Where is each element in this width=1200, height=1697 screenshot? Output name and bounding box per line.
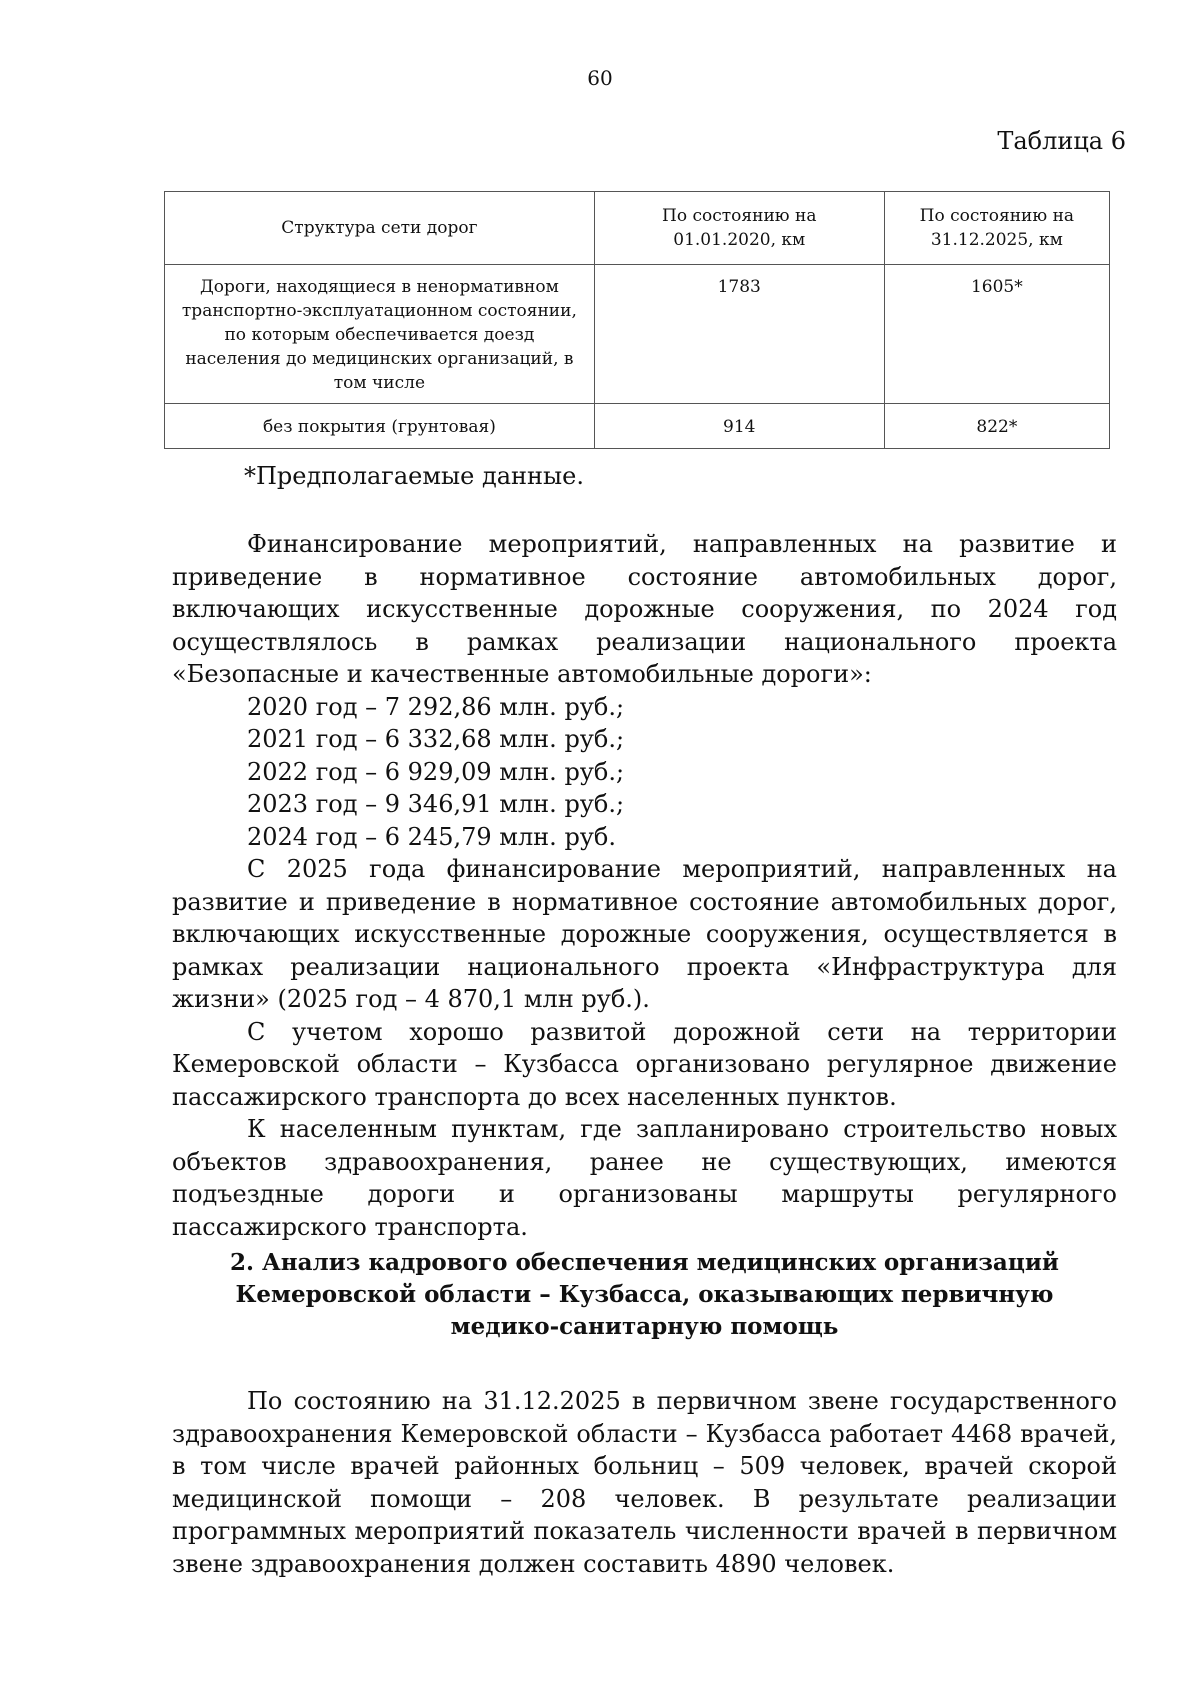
header-2020: По состоянию на 01.01.2020, км <box>594 192 884 265</box>
paragraph-transport: С учетом хорошо развитой дорожной сети на территории Кемеровской области – Кузбасса организовано регулярное движение пассажирского транспорта до всех населенных пунктов. <box>172 1017 1117 1111</box>
row-value-2025: 1605* <box>884 265 1109 404</box>
paragraph-access-roads: К населенным пунктам, где запланировано строительство новых объектов здравоохранения, ранее не существующих, имеются подъездные дороги и организованы маршруты регулярного пассажирского транспорта. <box>172 1115 1117 1241</box>
row-value-2020: 1783 <box>594 265 884 404</box>
row-value-2025: 822* <box>884 404 1109 449</box>
table-row <box>165 404 1110 449</box>
header-structure: Структура сети дорог <box>165 192 595 265</box>
paragraph-financing-2025: С 2025 года финансирование мероприятий, направленных на развитие и приведение в нормативное состояние автомобильных дорог, включающих искусственные дорожные сооружения, осуществляется в рамках реализации национального проекта «Инфраструктура для жизни» (2025 год – 4 870,1 млн руб.). <box>172 855 1117 1013</box>
table-row <box>165 265 1110 404</box>
page-number: 60 <box>587 66 613 90</box>
section-heading-line: Кемеровской области – Кузбасса, оказывающих первичную <box>235 1281 1054 1308</box>
funding-item: 2023 год – 9 346,91 млн. руб.; <box>247 790 625 818</box>
body-text-block <box>172 528 1117 1243</box>
table-footnote: *Предполагаемые данные. <box>244 462 584 490</box>
header-2025: По состоянию на 31.12.2025, км <box>884 192 1109 265</box>
table-header-row <box>165 192 1110 265</box>
paragraph-staffing: По состоянию на 31.12.2025 в первичном звене государственного здравоохранения Кемеровской области – Кузбасса работает 4468 врачей, в том числе врачей районных больниц – 509 человек, врачей скорой медицинской помощи – 208 человек. В результате реализации программных мероприятий показатель численности врачей в первичном звене здравоохранения должен составить 4890 человек. <box>172 1387 1117 1578</box>
row-value-2020: 914 <box>594 404 884 449</box>
row-label: Дороги, находящиеся в ненормативном транспортно-эксплуатационном состоянии, по которым обеспечивается доезд населения до медицинских организаций, в том числе <box>165 265 595 404</box>
funding-item: 2021 год – 6 332,68 млн. руб.; <box>247 725 625 753</box>
paragraph-financing-national-project: Финансирование мероприятий, направленных на развитие и приведение в нормативное состояние автомобильных дорог, включающих искусственные дорожные сооружения, по 2024 год осуществлялось в рамках реализации национального проекта «Безопасные и качественные автомобильные дороги»: <box>172 530 1117 688</box>
funding-item: 2020 год – 7 292,86 млн. руб.; <box>247 692 625 721</box>
funding-item: 2024 год – 6 245,79 млн. руб. <box>247 822 616 851</box>
road-network-table <box>164 191 1110 449</box>
section-2-heading <box>172 1247 1117 1343</box>
section-heading-line: медико-санитарную помощь <box>450 1313 839 1340</box>
row-label: без покрытия (грунтовая) <box>165 404 595 449</box>
section-heading-line: 2. Анализ кадрового обеспечения медицинских организаций <box>230 1249 1059 1276</box>
table-caption: Таблица 6 <box>997 127 1126 155</box>
funding-item: 2022 год – 6 929,09 млн. руб.; <box>247 757 625 786</box>
section-2-body <box>172 1385 1117 1580</box>
